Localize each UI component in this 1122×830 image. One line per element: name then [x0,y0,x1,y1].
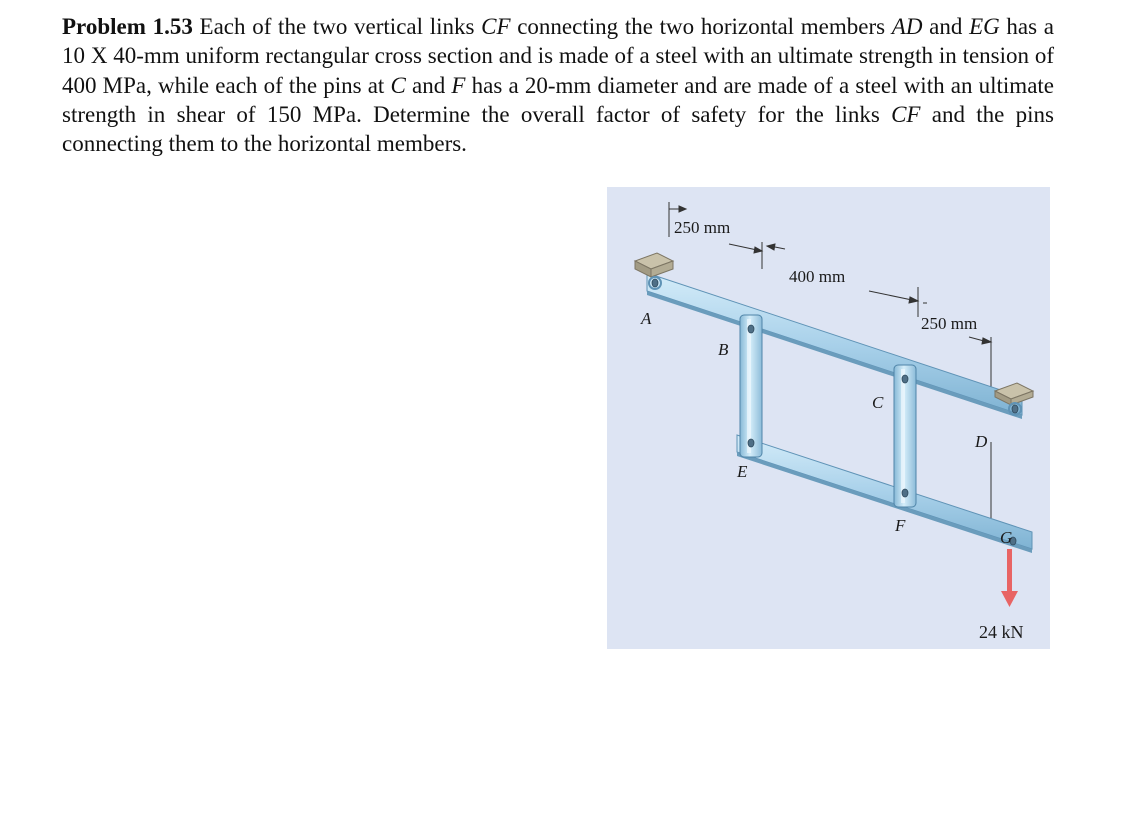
dimension-label-ab: 250 mm [674,218,731,237]
pin-name-c: C [390,72,406,98]
point-label-d: D [975,432,988,451]
link-name-2: CF [891,101,921,127]
problem-text-5: and [405,72,452,98]
link-cf [894,365,916,507]
dimension-label-bc: 400 mm [789,267,846,286]
link-be [740,315,762,457]
problem-text-4: has a 10 X 40-mm uniform rectangular cross section and is made of a steel with an ultimate strength in tension of 400 MPa, while each of the pins at [62,14,1054,98]
problem-text-6: has a 20-mm diameter and are made of a steel with an ultimate strength in shear of 150 MPa. Determine the overall factor of safety for the links [62,72,1054,127]
problem-text-2: connecting the two horizontal members [510,14,892,39]
problem-statement [62,12,1054,158]
dimension-label-cd: 250 mm [921,314,978,333]
figure-background [607,187,1050,649]
point-label-e: E [737,462,748,481]
problem-text-3: and [922,14,970,39]
point-label-c: C [872,393,884,412]
point-label-g: G [1000,528,1013,547]
problem-text-7: and the pins connecting them to the horizontal members. [62,101,1054,157]
load-label: 24 kN [979,622,1024,642]
point-label-a: A [641,309,652,328]
point-label-f: F [895,516,906,535]
problem-text-1: Each of the two vertical links [192,14,482,39]
point-label-b: B [718,340,729,359]
pin-name-f: F [451,72,466,98]
link-name: CF [481,14,511,39]
problem-heading: Problem 1.53 [62,14,193,39]
member-name-eg: EG [969,14,1000,39]
member-name-ad: AD [891,14,923,39]
mechanism-figure [607,187,1050,649]
